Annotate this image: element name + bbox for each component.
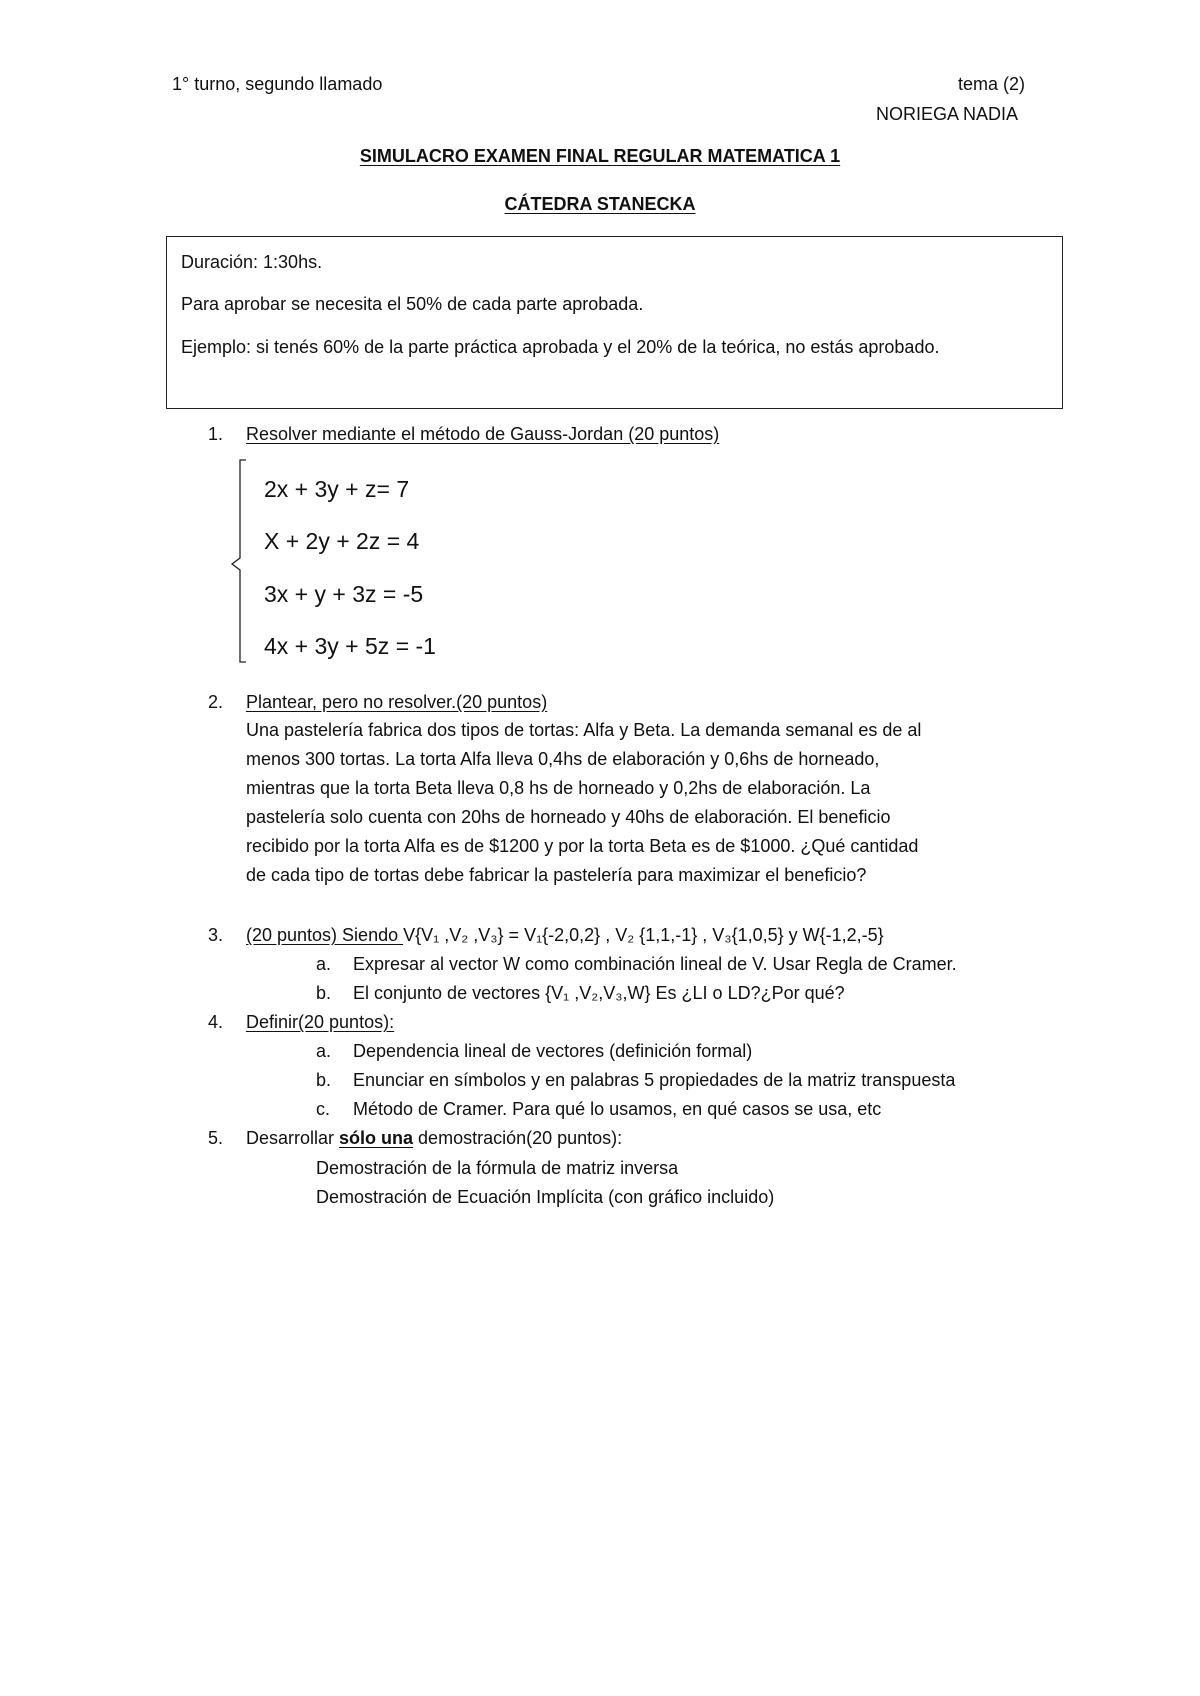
equation-3: 3x + y + 3z = -5 (264, 581, 424, 607)
q4-number: 4. (208, 1012, 224, 1032)
q3-vectors: V{V₁ ,V₂ ,V₃} = V₁{-2,0,2} , V₂ {1,1,-1} , V₃{1,0,5} y W{-1,2,-5} (403, 925, 884, 945)
q4c-letter: c. (316, 1099, 331, 1119)
q5-number: 5. (208, 1128, 224, 1148)
q5-after: demostración(20 puntos): (413, 1128, 623, 1148)
q4b-letter: b. (316, 1070, 332, 1090)
q5-option-2: Demostración de Ecuación Implícita (con gráfico incluido) (316, 1187, 775, 1207)
q1-title: Resolver mediante el método de Gauss-Jordan (20 puntos) (246, 424, 720, 444)
q2-title: Plantear, pero no resolver.(20 puntos) (246, 692, 548, 712)
q3a-letter: a. (316, 954, 332, 974)
q2-line: recibido por la torta Alfa es de $1200 y por la torta Beta es de $1000. ¿Qué cantidad (246, 836, 919, 856)
header-tema: tema (2) (958, 74, 1026, 94)
q3-statement (246, 925, 884, 946)
q2-line: menos 300 tortas. La torta Alfa lleva 0,4hs de elaboración y 0,6hs de horneado, (246, 749, 880, 769)
q2-problem-text (246, 716, 1036, 890)
student-name: NORIEGA NADIA (876, 104, 1019, 124)
q3b-letter: b. (316, 983, 332, 1003)
q3a-text: Expresar al vector W como combinación lineal de V. Usar Regla de Cramer. (353, 954, 957, 974)
q4a-letter: a. (316, 1041, 332, 1061)
q2-line: pastelería solo cuenta con 20hs de horneado y 40hs de elaboración. El beneficio (246, 807, 891, 827)
q4-title: Definir(20 puntos): (246, 1012, 395, 1032)
equation-2: X + 2y + 2z = 4 (264, 528, 420, 554)
q4c-text: Método de Cramer. Para qué lo usamos, en qué casos se usa, etc (353, 1099, 882, 1119)
header-turn: 1° turno, segundo llamado (172, 74, 383, 94)
q4b-text: Enunciar en símbolos y en palabras 5 propiedades de la matriz transpuesta (353, 1070, 956, 1090)
exam-title: SIMULACRO EXAMEN FINAL REGULAR MATEMATICA 1 (359, 146, 841, 166)
example-text: Ejemplo: si tenés 60% de la parte práctica aprobada y el 20% de la teórica, no estás aprobado. (181, 337, 940, 357)
q5-before: Desarrollar (246, 1128, 340, 1148)
equation-4: 4x + 3y + 5z = -1 (264, 633, 436, 659)
system-brace (228, 458, 252, 664)
q1-number: 1. (208, 424, 224, 444)
equation-1: 2x + 3y + z= 7 (264, 476, 410, 502)
passing-rule-text: Para aprobar se necesita el 50% de cada parte aprobada. (181, 294, 644, 314)
q2-line: de cada tipo de tortas debe fabricar la pastelería para maximizar el beneficio? (246, 865, 867, 885)
q5-option-1: Demostración de la fórmula de matriz inversa (316, 1158, 679, 1178)
q3-number: 3. (208, 925, 224, 945)
q3b-text: El conjunto de vectores {V₁ ,V₂,V₃,W} Es ¿LI o LD?¿Por qué? (353, 983, 845, 1003)
q2-line: mientras que la torta Beta lleva 0,8 hs de horneado y 0,2hs de elaboración. La (246, 778, 871, 798)
q4a-text: Dependencia lineal de vectores (definición formal) (353, 1041, 753, 1061)
info-box (166, 236, 1063, 409)
q2-number: 2. (208, 692, 224, 712)
duration-text: Duración: 1:30hs. (181, 252, 323, 272)
exam-subtitle: CÁTEDRA STANECKA (504, 194, 696, 214)
q2-line: Una pastelería fabrica dos tipos de tortas: Alfa y Beta. La demanda semanal es de al (246, 720, 922, 740)
q5-emphasis: sólo una (339, 1128, 414, 1148)
q3-title: (20 puntos) Siendo (246, 925, 404, 945)
q5-statement (246, 1128, 622, 1149)
